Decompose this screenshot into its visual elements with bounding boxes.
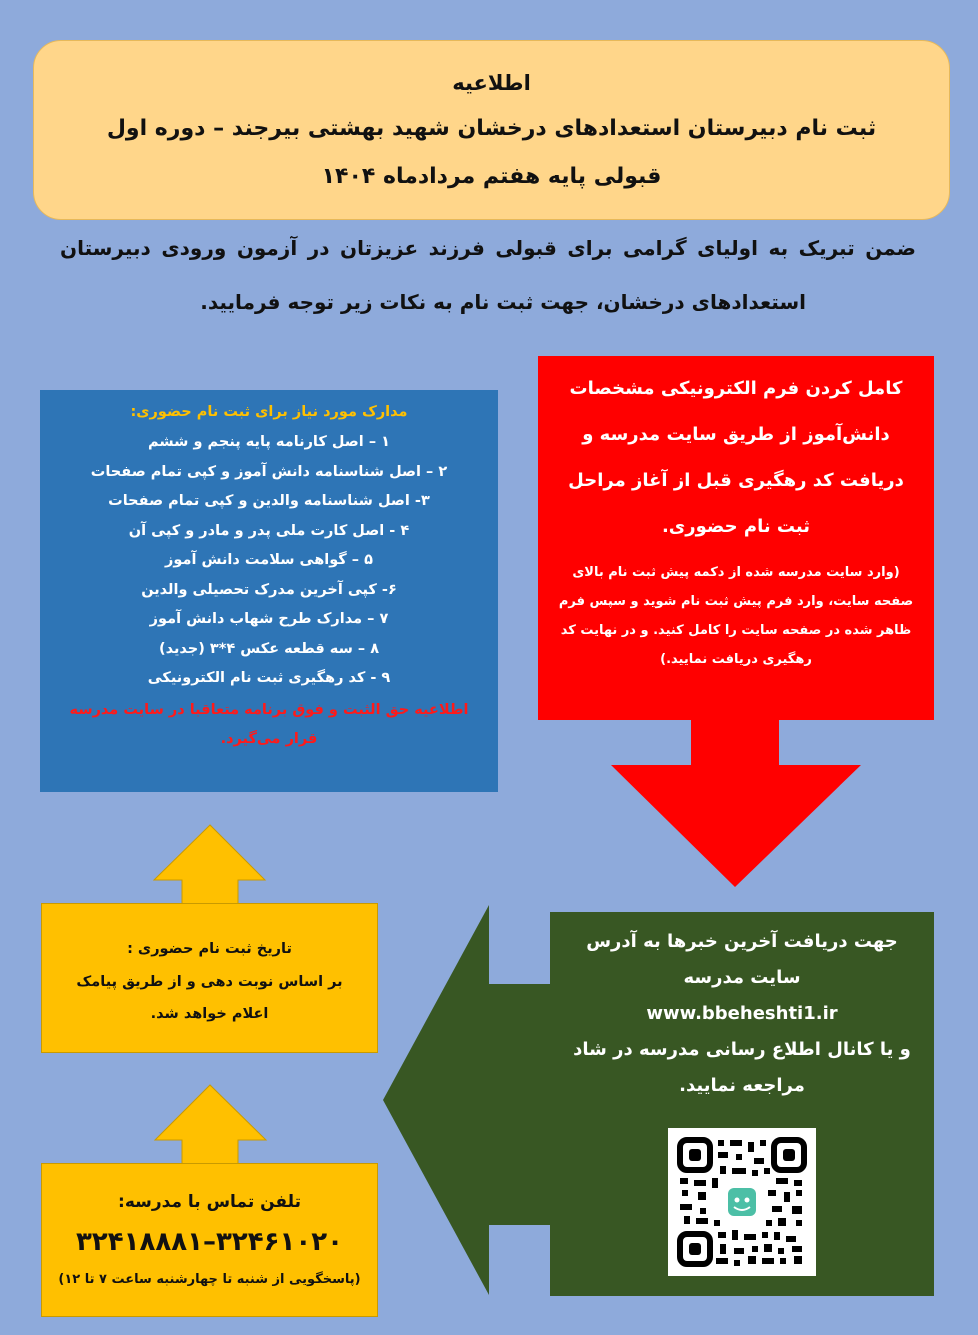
news-box [550, 912, 934, 1296]
news-line-1: جهت دریافت آخرین خبرها به آدرس [586, 931, 898, 952]
contact-hours: (پاسخگویی از شنبه تا چهارشنبه ساعت ۷ تا ۱۲) [58, 1272, 361, 1287]
registration-date-title: تاریخ ثبت نام حضوری : [127, 941, 292, 957]
yellow-up-arrow-lower [155, 1085, 266, 1164]
news-line-4: مراجعه نمایید. [679, 1075, 805, 1096]
document-item: ۶- کپی آخرین مدرک تحصیلی والدین [141, 581, 397, 598]
qr-code-icon[interactable] [668, 1128, 816, 1276]
announcement-header [33, 40, 950, 220]
header-subtitle: ثبت نام دبیرستان استعدادهای درخشان شهید بهشتی بیرجند – دوره اول [106, 116, 877, 141]
header-date-line: قبولی پایه هفتم مردادماه ۱۴۰۴ [321, 164, 662, 189]
news-line-2: سایت مدرسه [683, 967, 801, 988]
document-item: ۴ - اصل کارت ملی پدر و مادر و کپی آن [128, 522, 410, 539]
document-item: ۱ – اصل کارنامه پایه پنجم و ششم [148, 434, 390, 450]
document-item: ۵ – گواهی سلامت دانش آموز [165, 552, 373, 568]
red-down-arrow [611, 720, 861, 887]
contact-phone-numbers[interactable]: ۳۲۴۶۱۰۲۰–۳۲۴۱۸۸۸۱ [76, 1227, 343, 1257]
header-title: اطلاعیه [452, 71, 531, 95]
registration-date-box [41, 903, 378, 1053]
yellow-up-arrow-upper [154, 825, 265, 904]
online-form-detail: (وارد سایت مدرسه شده از دکمه پیش ثبت نام بالای صفحه سایت، وارد فرم پیش ثبت نام شوید و سپس فرم ظاهر شده در صفحه سایت را کامل کنید. و در نهایت کد رهگیری دریافت نمایید.) [558, 565, 914, 667]
document-item: ۳- اصل شناسنامه والدین و کپی تمام صفحات [108, 493, 430, 509]
registration-date-body: بر اساس نوبت دهی و از طریق پیامک اعلام خواهد شد. [76, 974, 343, 1022]
online-form-instruction: کامل کردن فرم الکترونیکی مشخصات دانش‌آموز از طریق سایت مدرسه و دریافت کد رهگیری قبل از آغاز مراحل ثبت نام حضوری. [568, 378, 904, 537]
green-left-arrow [383, 905, 551, 1295]
document-item: ۲ – اصل شناسنامه دانش آموز و کپی تمام صفحات [90, 463, 448, 480]
intro-line-1: ضمن تبریک به اولیای گرامی برای قبولی فرزند عزیزتان در آزمون ورودی دبیرستان [60, 236, 916, 260]
intro-line-2: استعدادهای درخشان، جهت ثبت نام به نکات زیر توجه فرمایید. [200, 290, 806, 314]
online-form-step-box [538, 356, 934, 720]
documents-title: مدارک مورد نیاز برای ثبت نام حضوری: [130, 404, 408, 420]
document-item: ۷ – مدارک طرح شهاب دانش آموز [149, 611, 389, 627]
document-item: ۹ - کد رهگیری ثبت نام الکترونیکی [147, 670, 391, 686]
contact-box [41, 1163, 378, 1317]
fee-notice: اطلاعیه حق الثبت و فوق برنامه متعاقبا در سایت مدرسه قرار می‌گیرد. [69, 701, 469, 747]
document-item: ۸ – سه قطعه عکس ۴*۳ (جدید) [158, 640, 380, 657]
contact-title: تلفن تماس با مدرسه: [118, 1192, 301, 1212]
news-line-3: و یا کانال اطلاع رسانی مدرسه در شاد [573, 1039, 911, 1060]
required-documents-box [40, 390, 498, 792]
school-website-link[interactable]: www.bbeheshti1.ir [646, 1003, 838, 1024]
